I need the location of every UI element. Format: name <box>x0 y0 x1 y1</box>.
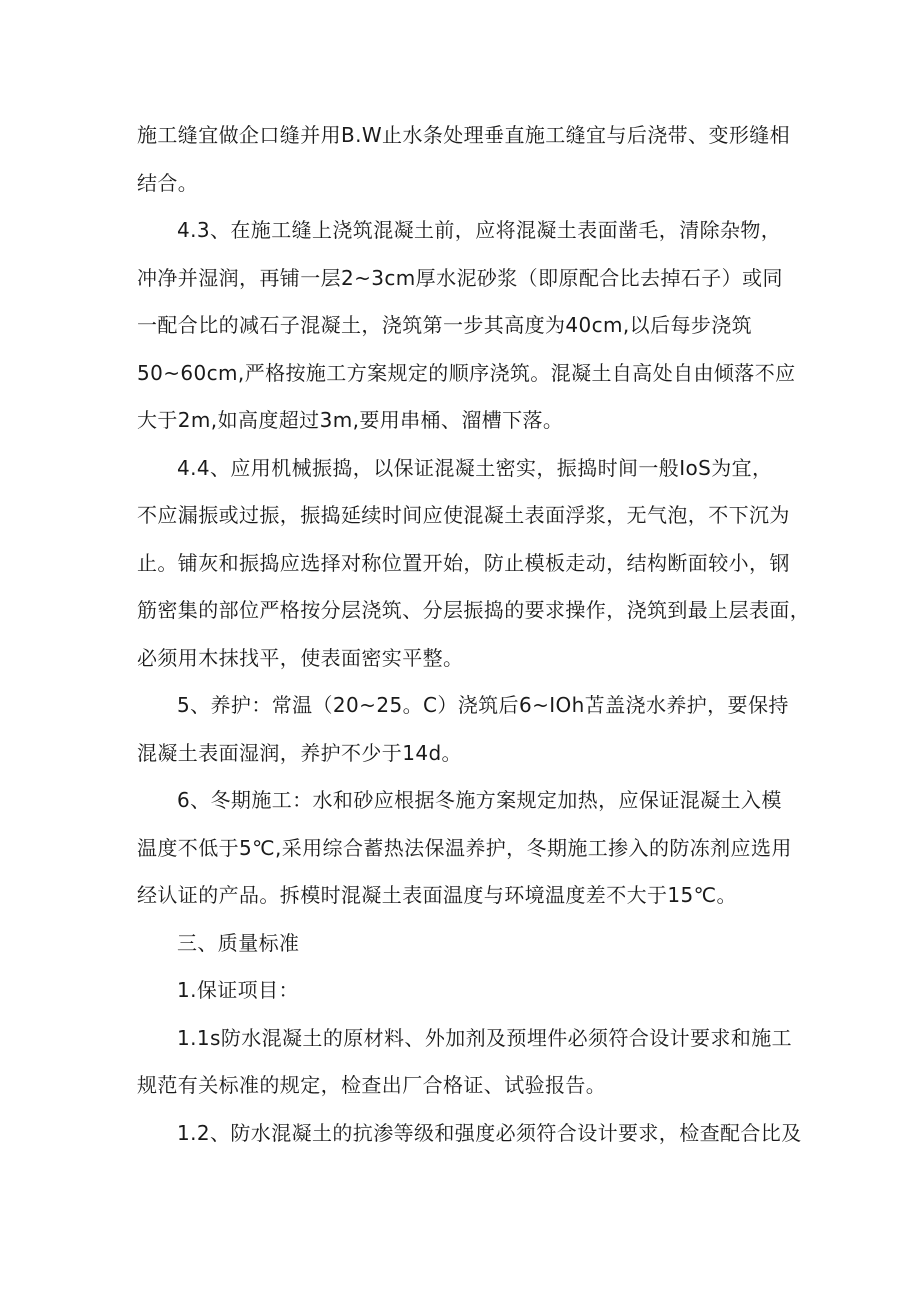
text-line: 混凝土表面湿润，养护不少于14d。 <box>137 740 462 765</box>
text-line: 不应漏振或过振，振捣延续时间应使混凝土表面浮浆，无气泡，不下沉为 <box>137 503 790 527</box>
text-line: 结合。 <box>137 170 199 195</box>
text-line: 1.2、防水混凝土的抗渗等级和强度必须符合设计要求，检查配合比及 <box>177 1120 802 1145</box>
text-line: 4.3、在施工缝上浇筑混凝土前，应将混凝土表面凿毛，清除杂物， <box>177 218 782 242</box>
text-line: 必须用木抹找平，使表面密实平整。 <box>137 645 464 670</box>
text-line: 1.保证项目： <box>177 978 299 1002</box>
text-line: 止。铺灰和振捣应选择对称位置开始，防止模板走动，结构断面较小，钢 <box>137 550 790 575</box>
body-text <box>137 112 811 1157</box>
text-line: 一配合比的减石子混凝土，浇筑第一步其高度为40cm,以后每步浇筑 <box>137 313 753 337</box>
text-line: 温度不低于5℃,采用综合蓄热法保温养护，冬期施工掺入的防冻剂应选用 <box>137 835 792 860</box>
text-line: 50~60cm,严格按施工方案规定的顺序浇筑。混凝土自高处自由倾落不应 <box>137 360 796 385</box>
text-line: 规范有关标准的规定，检查出厂合格证、试验报告。 <box>137 1073 607 1097</box>
text-line: 筋密集的部位严格按分层浇筑、分层振捣的要求操作，浇筑到最上层表面， <box>137 598 811 622</box>
text-line: 冲净并湿润，再铺一层2~3cm厚水泥砂浆（即原配合比去掉石子）或同 <box>137 265 783 290</box>
text-line: 6、冬期施工：水和砂应根据冬施方案规定加热，应保证混凝土入模 <box>177 788 782 812</box>
text-line: 经认证的产品。拆模时混凝土表面温度与环境温度差不大于15℃。 <box>137 883 737 907</box>
text-line: 施工缝宜做企口缝并用B.W止水条处理垂直施工缝宜与后浇带、变形缝相 <box>137 123 791 147</box>
text-line: 5、养护：常温（20~25。C）浇筑后6~IOh苫盖浇水养护，要保持 <box>177 693 789 717</box>
text-line: 4.4、应用机械振捣，以保证混凝土密实，振捣时间一般IoS为宜， <box>177 455 773 480</box>
text-line: 三、质量标准 <box>177 930 300 955</box>
text-line: 1.1s防水混凝土的原材料、外加剂及预埋件必须符合设计要求和施工 <box>177 1025 793 1050</box>
text-line: 大于2m,如高度超过3m,要用串桶、溜槽下落。 <box>137 408 564 432</box>
